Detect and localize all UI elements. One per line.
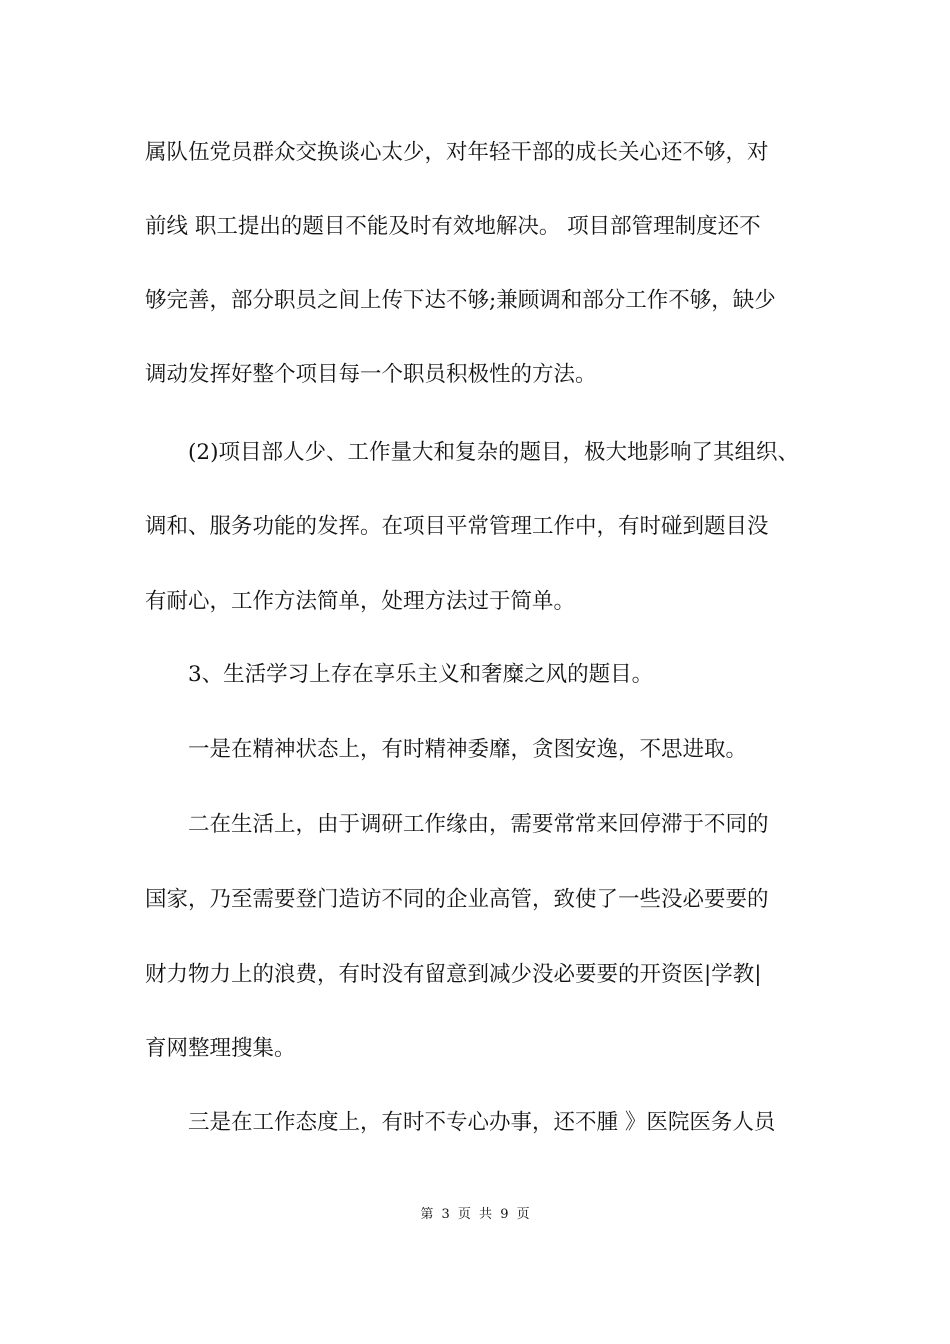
body-line-11: 国家，乃至需要登门造访不同的企业高管，致使了一些没必要要的 bbox=[145, 887, 769, 912]
page-number-footer: 第 3 页 共 9 页 bbox=[420, 1207, 530, 1222]
body-line-4: 调动发挥好整个项目每一个职员积极性的方法。 bbox=[145, 362, 597, 387]
body-line-6: 调和、服务功能的发挥。在项目平常管理工作中，有时碰到题目没 bbox=[145, 514, 769, 539]
body-line-12: 财力物力上的浪费，有时没有留意到减少没必要要的开资医|学教| bbox=[145, 962, 762, 987]
body-line-2: 前线 职工提出的题目不能及时有效地解决。 项目部管理制度还不 bbox=[145, 214, 761, 239]
body-line-9: 一是在精神状态上，有时精神委靡，贪图安逸，不思进取。 bbox=[188, 737, 748, 762]
body-line-7: 有耐心，工作方法简单，处理方法过于简单。 bbox=[145, 589, 576, 614]
body-line-14: 三是在工作态度上，有时不专心办事，还不腫 》医院医务人员 bbox=[188, 1110, 776, 1135]
body-line-1: 属队伍党员群众交换谈心太少，对年轻干部的成长关心还不够，对 bbox=[145, 140, 769, 165]
body-line-3: 够完善，部分职员之间上传下达不够;兼顾调和部分工作不够，缺少 bbox=[145, 288, 776, 313]
body-line-13: 育网整理搜集。 bbox=[145, 1036, 296, 1061]
body-line-10: 二在生活上，由于调研工作缘由，需要常常来回停滞于不同的 bbox=[188, 812, 769, 837]
body-line-5: (2)项目部人少、工作量大和复杂的题目，极大地影响了其组织、 bbox=[188, 440, 799, 465]
body-line-8: 3、生活学习上存在享乐主义和奢糜之风的题目。 bbox=[188, 662, 654, 687]
